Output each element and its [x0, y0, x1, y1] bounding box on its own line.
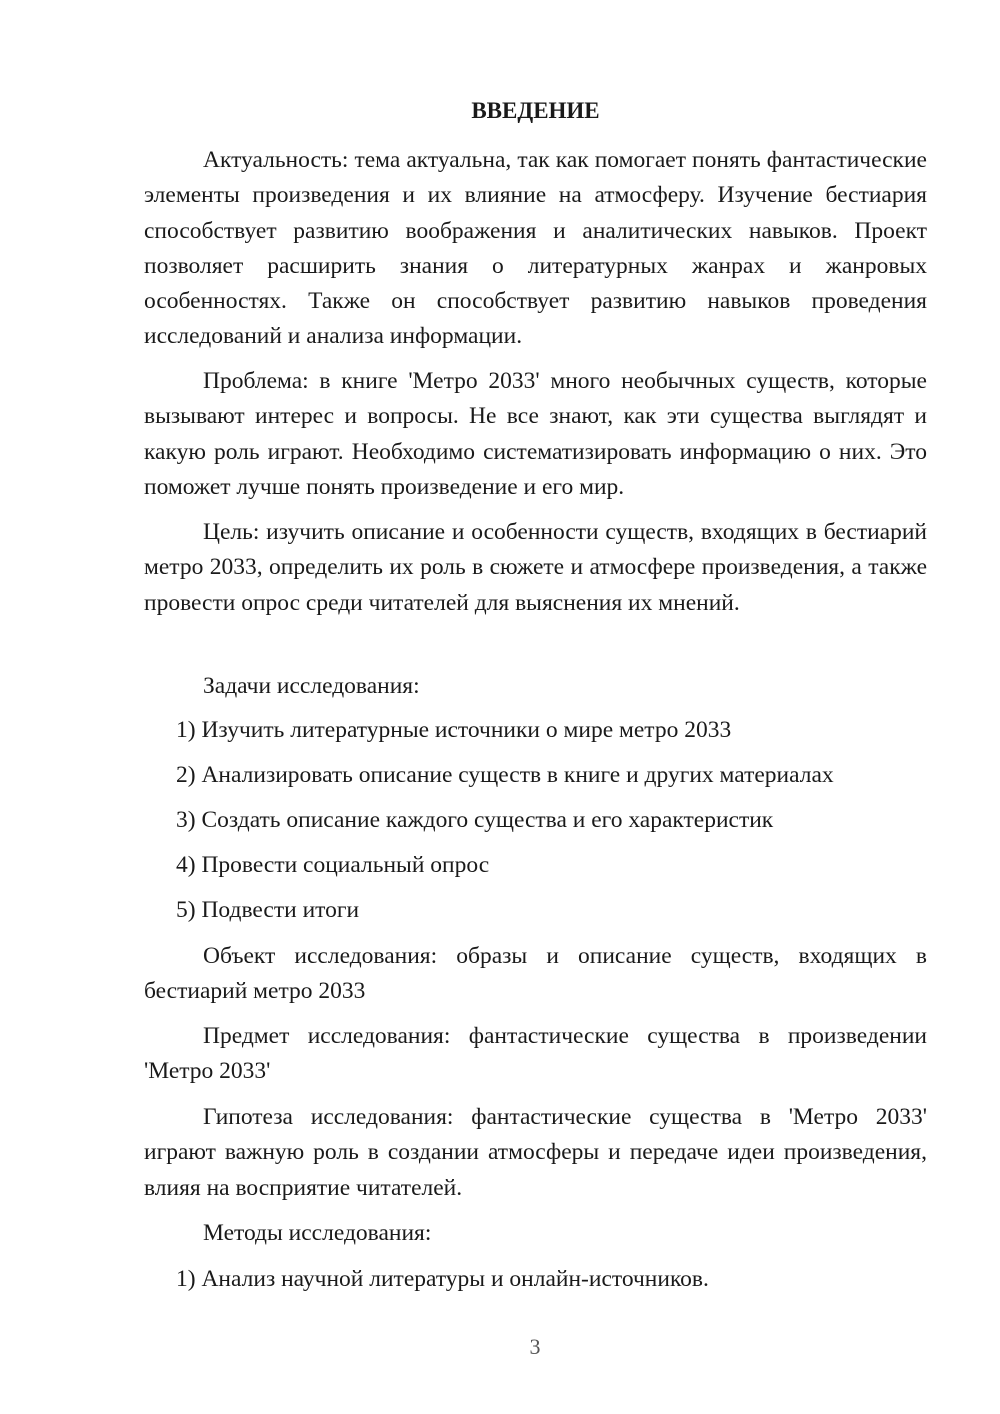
relevance-paragraph: Актуальность: тема актуальна, так как помогает понять фантастические элементы произведения и их влияние на атмосферу. Изучение бестиария способствует развитию воображения и аналитических навыков. Проект позволяет расширить знания о литературных жанрах и жанровых особенностях. Также он способствует развитию навыков проведения исследований и анализа информации. — [144, 147, 927, 350]
subject-paragraph: Предмет исследования: фантастические существа в произведении 'Метро 2033' — [144, 1023, 927, 1085]
method-item: 1) Анализ научной литературы и онлайн-источников. — [176, 1266, 709, 1292]
task-item: 5) Подвести итоги — [176, 897, 360, 923]
hypothesis-paragraph: Гипотеза исследования: фантастические существа в 'Метро 2033' играют важную роль в создании атмосферы и передаче идеи произведения, влияя на восприятие читателей. — [144, 1104, 927, 1201]
task-item: 1) Изучить литературные источники о мире метро 2033 — [176, 717, 732, 743]
task-item: 2) Анализировать описание существ в книге и других материалах — [176, 762, 834, 788]
section-title: ВВЕДЕНИЕ — [471, 98, 600, 123]
page-number: 3 — [529, 1334, 541, 1359]
object-paragraph: Объект исследования: образы и описание существ, входящих в бестиарий метро 2033 — [144, 943, 927, 1005]
task-item: 3) Создать описание каждого существа и его характеристик — [176, 807, 774, 833]
task-item: 4) Провести социальный опрос — [176, 852, 490, 878]
problem-paragraph: Проблема: в книге 'Метро 2033' много необычных существ, которые вызывают интерес и вопросы. Не все знают, как эти существа выглядят и какую роль играют. Необходимо систематизировать информацию о них. Это поможет лучше понять произведение и его мир. — [144, 368, 927, 500]
goal-paragraph: Цель: изучить описание и особенности существ, входящих в бестиарий метро 2033, определить их роль в сюжете и атмосфере произведения, а также провести опрос среди читателей для выяснения их мнений. — [144, 519, 927, 616]
methods-heading: Методы исследования: — [203, 1220, 432, 1246]
tasks-heading: Задачи исследования: — [203, 673, 420, 699]
